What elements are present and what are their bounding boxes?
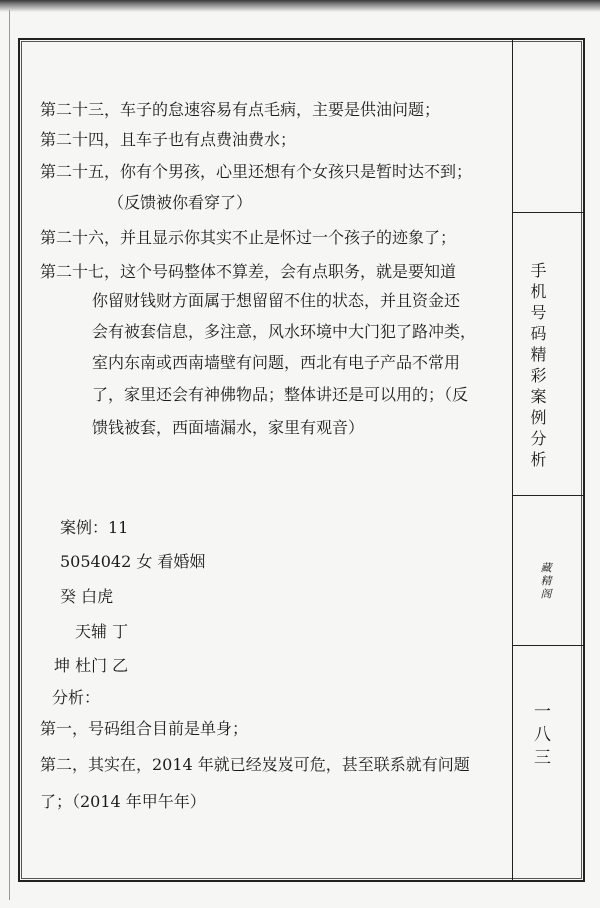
item-27-cont-5: 馈钱被套，西面墙漏水，家里有观音） bbox=[92, 418, 365, 437]
analysis-heading: 分析： bbox=[52, 688, 101, 707]
item-27-cont-4: 了，家里还会有神佛物品；整体讲还是可以用的；（反 bbox=[92, 385, 469, 404]
item-27-cont-3: 室内东南或西南墙壁有问题，西北有电子产品不常用 bbox=[92, 353, 461, 372]
case-number-info: 5054042 女 看婚姻 bbox=[60, 552, 206, 571]
item-27-line: 第二十七，这个号码整体不算差，会有点职务，就是要知道 bbox=[40, 262, 457, 281]
case-chart-row-1: 癸 白虎 bbox=[60, 587, 114, 606]
item-24-line: 第二十四，且车子也有点费油费水； bbox=[40, 130, 297, 149]
page-number: 一八三 bbox=[530, 702, 550, 771]
item-27-cont-2: 会有被套信息，多注意，风水环境中大门犯了路冲类， bbox=[92, 322, 477, 341]
sidebar-rule-middle bbox=[513, 495, 583, 496]
sidebar-rule-top bbox=[513, 212, 583, 213]
sidebar-divider bbox=[512, 40, 513, 880]
case-chart-row-3: 坤 杜门 乙 bbox=[54, 656, 129, 675]
scan-left-edge bbox=[9, 10, 10, 900]
book-title: 手机号码精彩案例分析 bbox=[528, 262, 547, 472]
item-23-line: 第二十三，车子的怠速容易有点毛病，主要是供油问题； bbox=[40, 100, 441, 119]
item-27-cont-1: 你留财钱财方面属于想留留不住的状态，并且资金还 bbox=[92, 291, 461, 310]
item-26-line: 第二十六，并且显示你其实不止是怀过一个孩子的迹象了； bbox=[40, 228, 457, 247]
analysis-point-1: 第一，号码组合目前是单身； bbox=[40, 719, 249, 738]
item-25-line: 第二十五，你有个男孩，心里还想有个女孩只是暂时达不到； bbox=[40, 162, 473, 181]
analysis-point-2: 第二，其实在，2014 年就已经岌岌可危，甚至联系就有问题 bbox=[40, 755, 470, 774]
scan-top-shadow bbox=[0, 0, 600, 12]
analysis-point-2-cont: 了；（2014 年甲午年） bbox=[40, 792, 206, 811]
sidebar-rule-bottom bbox=[513, 645, 583, 646]
case-chart-row-2: 天辅 丁 bbox=[75, 622, 129, 641]
case-heading: 案例：11 bbox=[60, 518, 129, 537]
publisher-name: 藏精阁 bbox=[539, 562, 552, 601]
item-25-feedback: （反馈被你看穿了） bbox=[108, 193, 253, 212]
